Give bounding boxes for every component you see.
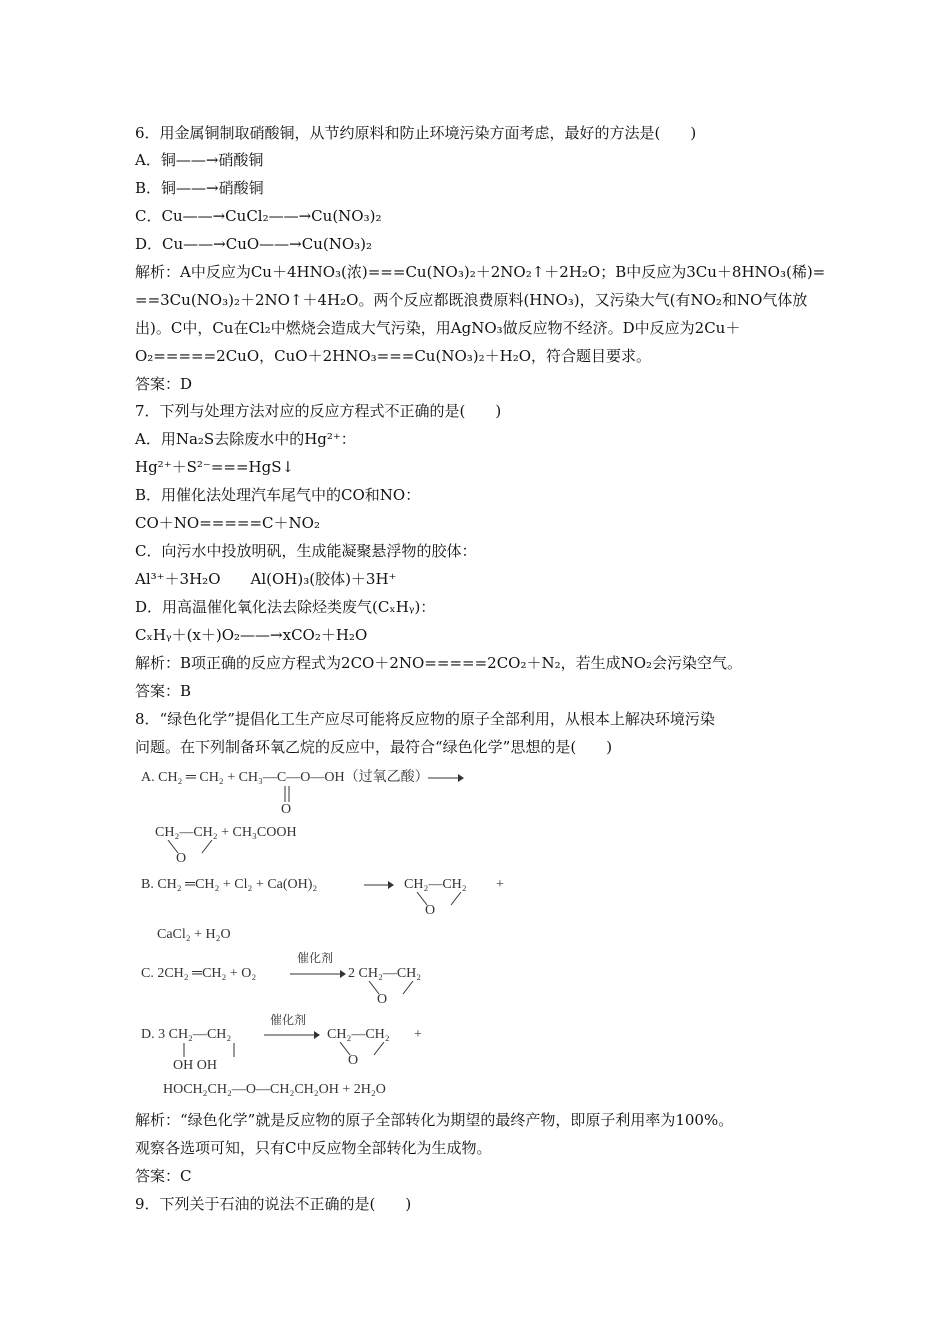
q8-option-a-arrow bbox=[428, 772, 464, 784]
q8-option-d-catalyst: 催化剂 bbox=[270, 1013, 307, 1027]
q9-stem: 9．下列关于石油的说法不正确的是( ) bbox=[135, 1195, 412, 1213]
q8-option-c-arrow bbox=[290, 968, 346, 980]
q8-analysis-line-2: 观察各选项可知，只有C中反应物全部转化为生成物。 bbox=[135, 1139, 492, 1157]
q8-option-b-ring-o: O bbox=[425, 903, 436, 918]
q8-option-b-plus: + bbox=[496, 877, 504, 892]
q8-option-c-epoxide-ring bbox=[361, 981, 421, 995]
q6-answer: 答案：D bbox=[135, 375, 193, 393]
q7-stem: 7．下列与处理方法对应的反应方程式不正确的是( ) bbox=[135, 402, 502, 420]
q7-answer: 答案：B bbox=[135, 682, 192, 700]
q6-analysis-line-4: O₂=====2CuO，CuO＋2HNO₃===Cu(NO₃)₂＋H₂O，符合题目要求。 bbox=[135, 347, 652, 365]
q8-option-a-epoxide-ring bbox=[160, 840, 220, 854]
q8-stem-line-2: 问题。在下列制备环氧乙烷的反应中，最符合“绿色化学”思想的是( ) bbox=[135, 738, 613, 756]
q8-option-c-ring-o: O bbox=[377, 992, 388, 1007]
q8-option-d-plus: + bbox=[414, 1027, 422, 1042]
q8-option-b-arrow bbox=[364, 879, 394, 891]
q8-option-b-byproducts: CaCl₂ + H₂O bbox=[157, 927, 231, 942]
q7-option-b: B．用催化法处理汽车尾气中的CO和NO： bbox=[135, 486, 421, 504]
q6-analysis-line-1: 解析：A中反应为Cu＋4HNO₃(浓)===Cu(NO₃)₂＋2NO₂↑＋2H₂O；B中反应为3Cu＋8HNO₃(稀)= bbox=[135, 263, 826, 281]
q7-equation-c: Al³⁺＋3H₂O Al(OH)₃(胶体)＋3H⁺ bbox=[135, 570, 397, 588]
q8-option-b-reactants: B. CH₂ ═CH₂ + Cl₂ + Ca(OH)₂ bbox=[141, 877, 318, 892]
q7-equation-d: CₓHᵧ＋(x＋)O₂——→xCO₂＋H₂O bbox=[135, 626, 368, 644]
q8-option-d-epoxide-ring bbox=[332, 1042, 392, 1056]
q6-analysis-line-3: 出)。C中，Cu在Cl₂中燃烧会造成大气污染，用AgNO₃做反应物不经济。D中反应为2Cu＋ bbox=[135, 319, 741, 337]
q7-option-d: D．用高温催化氧化法去除烃类废气(CₓHᵧ)： bbox=[135, 598, 436, 616]
q8-analysis-line-1: 解析：“绿色化学”就是反应物的原子全部转化为期望的最终产物，即原子利用率为100%。 bbox=[135, 1111, 734, 1129]
q8-stem-line-1: 8．“绿色化学”提倡化工生产应尽可能将反应物的原子全部利用，从根本上解决环境污染 bbox=[135, 710, 715, 728]
q8-option-d-product: CH₂—CH₂ bbox=[327, 1027, 390, 1042]
q7-equation-b: CO＋NO=====C＋NO₂ bbox=[135, 514, 320, 532]
q8-option-d-reactants: D. 3 CH₂—CH₂ bbox=[141, 1027, 232, 1042]
q8-option-c-catalyst: 催化剂 bbox=[297, 951, 334, 965]
q8-option-d-ring-o: O bbox=[348, 1053, 359, 1068]
q7-option-a: A．用Na₂S去除废水中的Hg²⁺： bbox=[135, 430, 356, 448]
q8-option-c-reactants: C. 2CH₂ ═CH₂ + O₂ bbox=[141, 966, 257, 981]
q8-option-a-reactants: A. CH₂ ═ CH₂ + CH₃—C—O—OH（过氧乙酸） bbox=[141, 770, 429, 785]
q8-option-a-ring-o: O bbox=[176, 851, 187, 866]
q6-option-c: C．Cu——→CuCl₂——→Cu(NO₃)₂ bbox=[135, 207, 382, 225]
q8-option-b-epoxide-ring bbox=[409, 892, 469, 906]
q8-option-a-carbonyl-o: O bbox=[281, 802, 292, 817]
q7-equation-a: Hg²⁺＋S²⁻===HgS↓ bbox=[135, 458, 295, 476]
q6-option-d: D．Cu——→CuO——→Cu(NO₃)₂ bbox=[135, 235, 373, 253]
q6-stem: 6．用金属铜制取硝酸铜，从节约原料和防止环境污染方面考虑，最好的方法是( ) bbox=[135, 124, 697, 142]
q8-option-d-oh-bonds bbox=[178, 1043, 248, 1059]
q7-option-c: C．向污水中投放明矾，生成能凝聚悬浮物的胶体： bbox=[135, 542, 477, 560]
q8-option-d-hydroxyls: OH OH bbox=[173, 1058, 217, 1073]
q8-option-d-arrow bbox=[264, 1029, 320, 1041]
q7-analysis: 解析：B项正确的反应方程式为2CO＋2NO=====2CO₂＋N₂，若生成NO₂会污染空气。 bbox=[135, 654, 743, 672]
q6-option-a: A．铜——→硝酸铜 bbox=[135, 151, 264, 169]
q8-option-a-double-bond bbox=[282, 786, 292, 802]
q6-option-b: B．铜——→硝酸铜 bbox=[135, 179, 264, 197]
q8-option-b-product: CH₂—CH₂ bbox=[404, 877, 467, 892]
q8-option-d-byproducts: HOCH₂CH₂—O—CH₂CH₂OH + 2H₂O bbox=[163, 1082, 386, 1097]
q6-analysis-line-2: ==3Cu(NO₃)₂＋2NO↑＋4H₂O。两个反应都既浪费原料(HNO₃)，又污染大气(有NO₂和NO气体放 bbox=[135, 291, 808, 309]
q8-answer: 答案：C bbox=[135, 1167, 192, 1185]
q8-option-a-products: CH₂—CH₂ + CH₃COOH bbox=[155, 825, 297, 840]
q8-option-c-product: 2 CH₂—CH₂ bbox=[348, 966, 422, 981]
